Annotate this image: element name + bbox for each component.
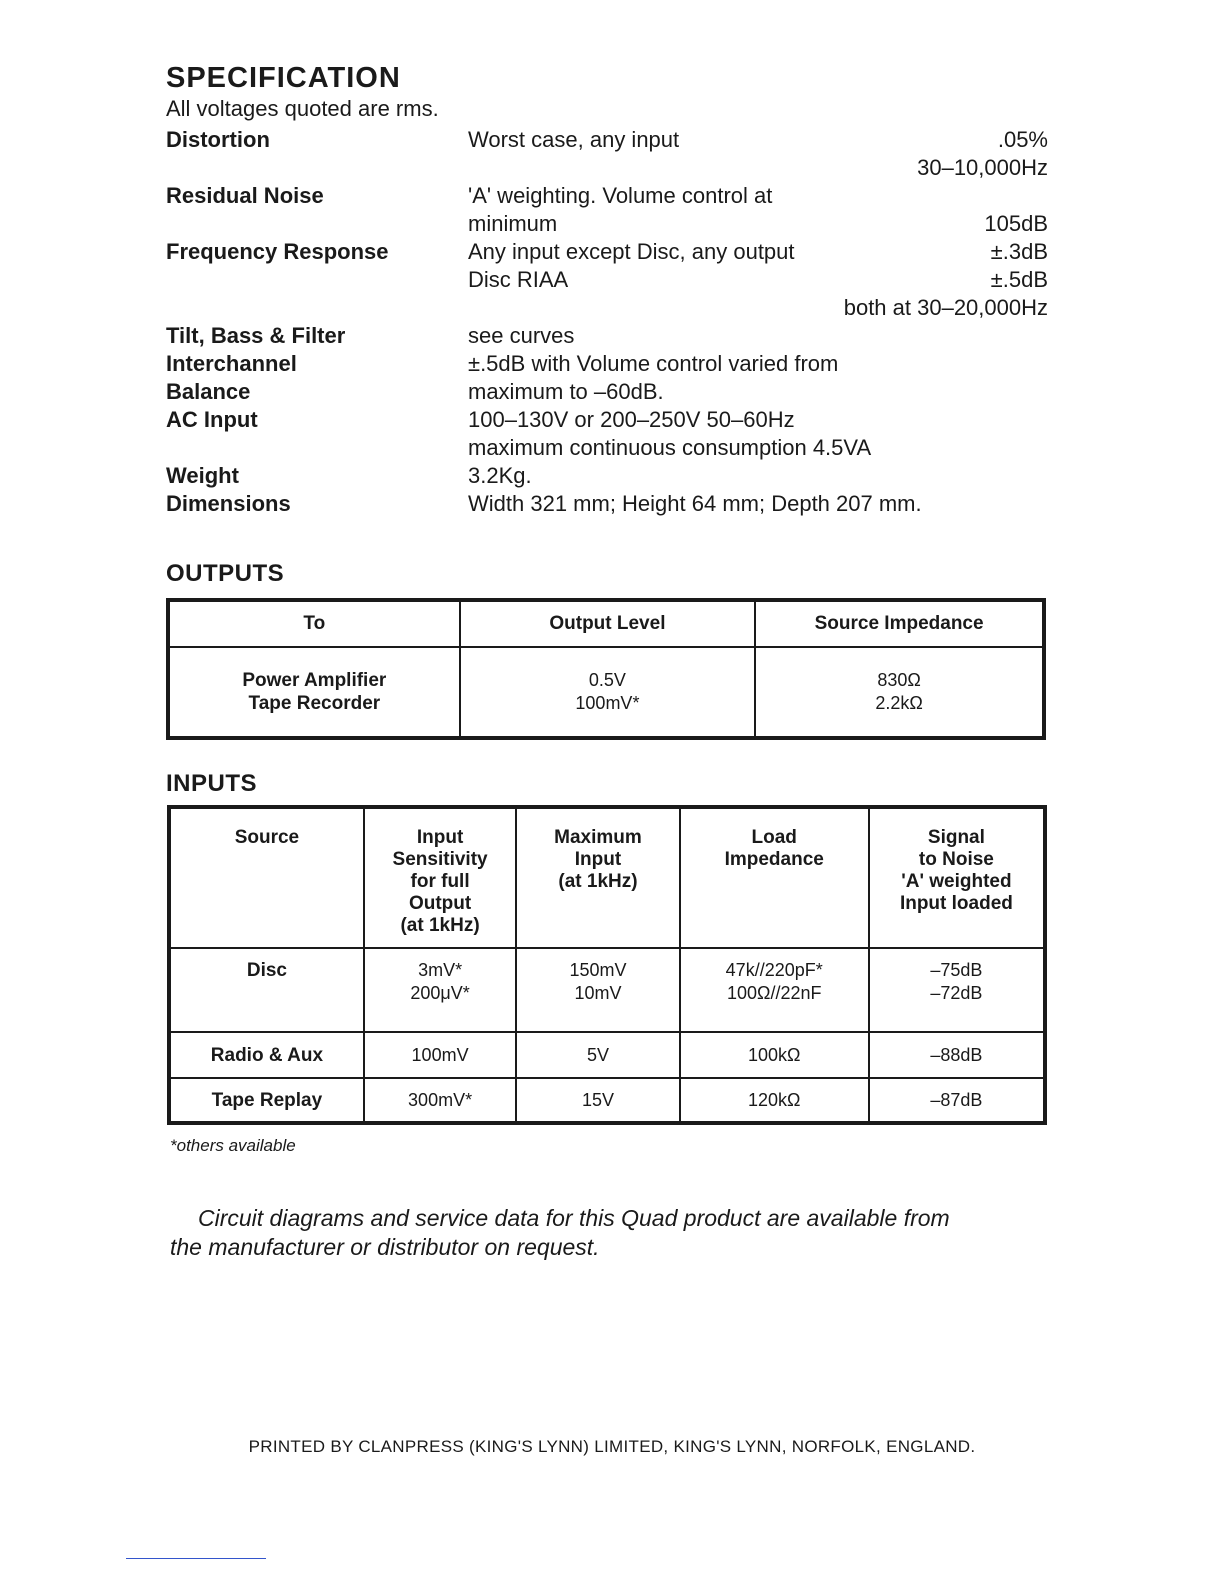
table-row bbox=[169, 1032, 1045, 1078]
spec-desc: 100–130V or 200–250V 50–60Hz bbox=[468, 407, 795, 432]
table-cell: 100mV bbox=[364, 1032, 516, 1078]
table-cell: Radio & Aux bbox=[169, 1032, 364, 1078]
spec-label: Frequency Response bbox=[166, 239, 389, 264]
spec-value: 30–10,000Hz bbox=[917, 155, 1048, 180]
table-header-row bbox=[169, 807, 1045, 948]
table-header-row bbox=[168, 600, 1044, 647]
spec-desc: Disc RIAA ±.5dB bbox=[468, 267, 1048, 292]
spec-desc: maximum continuous consumption 4.5VA bbox=[468, 435, 872, 460]
table-cell: 47k//220pF* 100Ω//22nF bbox=[680, 948, 869, 1032]
table-row bbox=[168, 647, 1044, 738]
table-row bbox=[169, 948, 1045, 1032]
bottom-rule bbox=[126, 1558, 266, 1559]
spec-value: ±.5dB bbox=[990, 267, 1048, 292]
column-header: Input Sensitivity for full Output (at 1kHz) bbox=[364, 807, 516, 948]
column-header: Source bbox=[169, 807, 364, 948]
circuit-note bbox=[170, 1204, 1040, 1262]
circuit-note-line: the manufacturer or distributor on request. bbox=[170, 1234, 600, 1260]
footnote: *others available bbox=[170, 1136, 296, 1155]
table-cell: 300mV* bbox=[364, 1078, 516, 1123]
spec-value: ±.3dB bbox=[990, 239, 1048, 264]
spec-label: Weight bbox=[166, 463, 239, 488]
table-cell: Tape Replay bbox=[169, 1078, 364, 1123]
column-header: To bbox=[168, 600, 460, 647]
table-cell: 100kΩ bbox=[680, 1032, 869, 1078]
page-title: SPECIFICATION bbox=[166, 62, 401, 94]
table-cell: 5V bbox=[516, 1032, 679, 1078]
table-cell: 0.5V 100mV* bbox=[460, 647, 756, 738]
table-cell: 15V bbox=[516, 1078, 679, 1123]
table-cell: Power Amplifier Tape Recorder bbox=[168, 647, 460, 738]
spec-label: Residual Noise bbox=[166, 183, 324, 208]
column-header: Signal to Noise 'A' weighted Input loaded bbox=[869, 807, 1045, 948]
column-header: Maximum Input (at 1kHz) bbox=[516, 807, 679, 948]
spec-desc: ±.5dB with Volume control varied from bbox=[468, 351, 839, 376]
spec-note: both at 30–20,000Hz bbox=[843, 295, 1048, 320]
spec-desc: Width 321 mm; Height 64 mm; Depth 207 mm. bbox=[468, 491, 922, 516]
table-cell: 3mV* 200μV* bbox=[364, 948, 516, 1032]
inputs-heading: INPUTS bbox=[166, 770, 258, 797]
spec-value: .05% bbox=[997, 127, 1048, 152]
spec-label: Balance bbox=[166, 379, 251, 404]
table-cell: 120kΩ bbox=[680, 1078, 869, 1123]
spec-desc: 'A' weighting. Volume control at bbox=[468, 183, 773, 208]
column-header: Output Level bbox=[460, 600, 756, 647]
inputs-table bbox=[167, 805, 1047, 1125]
subtitle: All voltages quoted are rms. bbox=[166, 96, 439, 121]
spec-desc: maximum to –60dB. bbox=[468, 379, 664, 404]
table-cell: Disc bbox=[169, 948, 364, 1032]
spec-desc: minimum 105dB bbox=[468, 211, 1048, 236]
spec-label: Interchannel bbox=[166, 351, 297, 376]
spec-desc: see curves bbox=[468, 323, 575, 348]
spec-desc: 3.2Kg. bbox=[468, 463, 532, 488]
outputs-table bbox=[166, 598, 1046, 740]
table-row bbox=[169, 1078, 1045, 1123]
spec-label: Distortion bbox=[166, 127, 270, 152]
table-cell: –87dB bbox=[869, 1078, 1045, 1123]
table-cell: 150mV 10mV bbox=[516, 948, 679, 1032]
spec-value: 105dB bbox=[984, 211, 1048, 236]
spec-label: AC Input bbox=[166, 407, 258, 432]
table-cell: 830Ω 2.2kΩ bbox=[755, 647, 1044, 738]
spec-label: Tilt, Bass & Filter bbox=[166, 323, 346, 348]
spec-desc: Worst case, any input .05% bbox=[468, 127, 1048, 152]
spec-label: Dimensions bbox=[166, 491, 291, 516]
outputs-heading: OUTPUTS bbox=[166, 560, 285, 587]
column-header: Load Impedance bbox=[680, 807, 869, 948]
table-cell: –88dB bbox=[869, 1032, 1045, 1078]
circuit-note-line: Circuit diagrams and service data for this Quad product are available from bbox=[198, 1205, 950, 1231]
spec-desc: Any input except Disc, any output ±.3dB bbox=[468, 239, 1048, 264]
column-header: Source Impedance bbox=[755, 600, 1044, 647]
table-cell: –75dB –72dB bbox=[869, 948, 1045, 1032]
printer-imprint: PRINTED BY CLANPRESS (KING'S LYNN) LIMITED, KING'S LYNN, NORFOLK, ENGLAND. bbox=[248, 1437, 976, 1456]
